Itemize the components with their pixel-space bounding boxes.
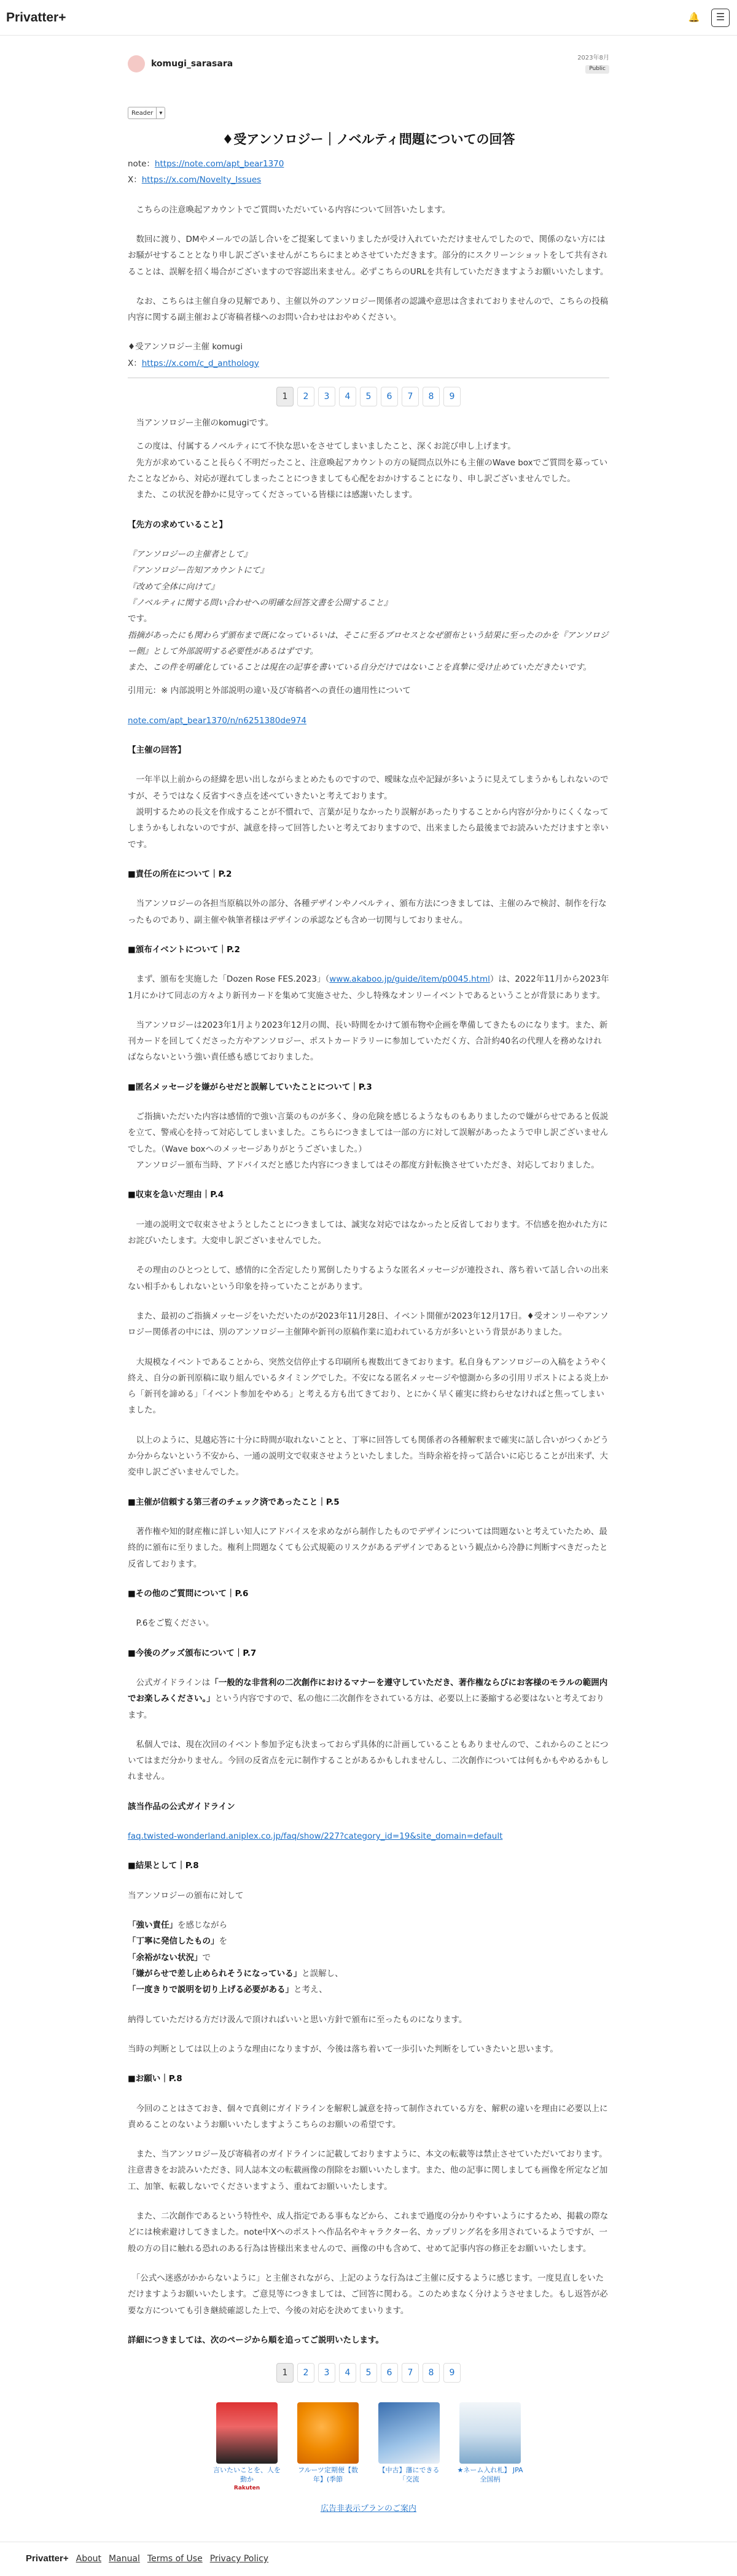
anonymous-text-1: ご指摘いただいた内容は感情的で強い言葉のものが多く、身の危険を感じるようなものもありましたので嫌がらせであると仮説を立て、警戒心を持って対応してしまいました。こちらにつきましては一部の方に対して誤解があったようで申し訳ございませんでした。（Wave boxへのメッセージありがとうございました。） [128, 1112, 609, 1154]
intro-text-2: 数回に渡り、DMやメールでの話し合いをご提案してまいりましたが受け入れていただけませんでしたので、関係のない方にはお騒がせすることとなり申し訳ございませんがこちらにまとめさせていただきます。部分的にスクリーンショットをして共有されることは、誤解を招く場合がございますので容認出来ません。必ずこちらのURLを共有していただきますようお願いいたします。 [128, 234, 609, 277]
menu-icon: ☰ [716, 11, 725, 23]
section-responsibility: ■責任の所在について｜P.2 [128, 869, 232, 879]
result-text-2: 当時の判断としては以上のような理由になりますが、今後は落ち着いて一歩引いた判断をしていきたいと思います。 [128, 2044, 558, 2054]
note-link[interactable]: https://note.com/apt_bear1370 [154, 158, 284, 169]
page-4[interactable]: 4 [339, 2363, 356, 2383]
reason-text-4: 大規模なイベントであることから、突然交信停止する印刷所も複数出てきております。私自身もアンソロジーの入稿をようやく終え、自分の新刊原稿に取り組んでいるタイミングでした。不安になる匿名メッセージや憶測から多の引用リポストによる炎上から「新刊を諦める」「イベント参加をやめる」と考える方も出てきており、とにかく早く確実に終わらせなければと焦ってしまいました。 [128, 1357, 609, 1416]
result-list [128, 1917, 609, 1998]
event-text-2: 当アンソロジーは2023年1月より2023年12月の間、長い時間をかけて頒布物や企画を準備してきたものになります。また、新刊カードを回してくださった方やアンソロジー、ポストカードラリーに参加していただく方、合計約40名の代理人を務めなければならないという強い責任感も感じておりました。 [128, 1020, 608, 1063]
ad-item[interactable] [293, 2402, 363, 2492]
page-9[interactable]: 9 [443, 2363, 461, 2383]
result-intro: 当アンソロジーの頒布に対して [128, 1890, 244, 1901]
section-heading-demand: 【先方の求めていること】 [128, 519, 227, 530]
page-title: ♦受アンソロジー｜ノベルティ問題についての回答 [222, 132, 515, 147]
section-result: ■結果として｜P.8 [128, 1861, 199, 1871]
result-item: 「余裕がない状況」で [128, 1952, 211, 1963]
signature [128, 339, 609, 371]
section-heading-answer: 【主催の回答】 [128, 745, 186, 756]
page-5[interactable]: 5 [360, 387, 377, 406]
section-request: ■お願い｜P.8 [128, 2074, 182, 2084]
page-8[interactable]: 8 [423, 2363, 440, 2383]
body-p3: また、この状況を静かに見守ってくださっている皆様には感謝いたします。 [128, 490, 418, 500]
x-label: X： [128, 175, 142, 185]
signature-x-link[interactable]: https://x.com/c_d_anthology [141, 358, 259, 368]
page-8[interactable]: 8 [423, 387, 440, 406]
result-text-1: 納得していただける方だけ汲んで頂ければいいと思い方針で頒布に至ったものになります。 [128, 2014, 467, 2025]
other-questions-text: P.6をご覧ください。 [128, 1618, 214, 1629]
request-text-4: 「公式へ迷惑がかからないように」と主催されながら、上記のような行為はご主催に反するように感じます。一度見直しをいただけますようお願いいたします。ご意見等につきましては、ご回答に関わる。このためまなく分けようさせました。もし返答が必要な方についても引き継続確認した上で、今後の対応を決めてまいります。 [128, 2273, 608, 2316]
reason-text-2: その理由のひとつとして、感情的に全否定したり罵倒したりするような匿名メッセージが連投され、落ち着いて話し合いの出来ない相手かもしれないという印象を持っていたことがあります。 [128, 1265, 609, 1292]
intro-text-1: こちらの注意喚起アカウントでご質問いただいている内容について回答いたします。 [128, 204, 451, 215]
intro-links [128, 156, 609, 188]
section-other-questions: ■その他のご質問について｜P.6 [128, 1588, 249, 1599]
result-item: 「強い責任」を感じながら [128, 1920, 227, 1931]
demand-item: 『ノベルティに関する問い合わせへの明確な回答文書を公開すること』 [128, 597, 392, 608]
footer-logo[interactable]: Privatter+ [26, 2553, 69, 2564]
author-name[interactable]: komugi_sarasara [151, 58, 233, 69]
top-bar [0, 0, 737, 36]
signature-name: ♦受アンソロジー主催 komugi [128, 342, 243, 352]
ad-image[interactable] [297, 2402, 359, 2464]
signature-x-label: X： [128, 358, 142, 368]
footer-link-privacy[interactable]: Privacy Policy [209, 2554, 269, 2564]
result-item: 「丁寧に発信したもの」を [128, 1936, 227, 1947]
reader-label: Reader [131, 109, 154, 117]
ad-image[interactable] [459, 2402, 521, 2464]
ad-strip [128, 2402, 609, 2492]
quote-link[interactable]: note.com/apt_bear1370/n/n6251380de974 [128, 715, 307, 726]
body-p2: 先方が求めていること長らく不明だったこと、注意喚起アカウントの方の疑問点以外にも主催のWave boxでご質問を募っていたことなどから、対応が遅れてしまったことにつきましても心配をおかけすることになり、申し訳ございませんでした。 [128, 457, 608, 484]
avatar[interactable] [128, 55, 145, 72]
page-9[interactable]: 9 [443, 387, 461, 406]
page-6[interactable]: 6 [381, 2363, 398, 2383]
ad-image[interactable] [216, 2402, 278, 2464]
event-text-1: まず、頒布を実施した「Dozen Rose FES.2023」（www.akaboo.jp/guide/item/p0045.html）は、2022年11月から2023年1月にかけて同志の方々より新刊カードを集めて実施させた、少し特殊なオンリーイベントであるということが背景にあります。 [128, 974, 609, 1001]
note-label: note： [128, 158, 155, 169]
ad-title[interactable]: 言いたいことを、人を動か [213, 2466, 281, 2484]
guideline-link[interactable]: faq.twisted-wonderland.aniplex.co.jp/faq/show/227?category_id=19&site_domain=default [128, 1831, 503, 1842]
demand-item: です。 [128, 614, 152, 624]
page-5[interactable]: 5 [360, 2363, 377, 2383]
demand-item: 『改めて全体に向けて』 [128, 581, 219, 592]
footer-link-terms[interactable]: Terms of Use [147, 2554, 203, 2564]
ad-source: Rakuten [233, 2485, 260, 2491]
author-row [128, 52, 609, 76]
request-text-2: また、当アンソロジー及び寄稿者のガイドラインに記載しておりますように、本文の転載等は禁止させていただいております。注意書きをお読みいただき、同人誌本文の転載画像の削除をお願いいたします。また、他の記事に関しましても画像を所定など加工、加筆、転載しないでくださいますよう、重ねてお願いいたします。 [128, 2149, 608, 2192]
page-1[interactable]: 1 [276, 2363, 294, 2383]
footer [0, 2542, 737, 2576]
section-anonymous: ■匿名メッセージを嫌がらせだと誤解していたことについて｜P.3 [128, 1082, 372, 1092]
menu-button[interactable] [711, 9, 730, 27]
ad-title[interactable]: フルーツ定期便【数年】(季節 [297, 2466, 359, 2484]
post-container [128, 52, 609, 2517]
section-future: ■今後のグッズ頒布について｜P.7 [128, 1648, 257, 1658]
page-2[interactable]: 2 [297, 2363, 314, 2383]
footer-link-about[interactable]: About [76, 2554, 102, 2564]
x-link[interactable]: https://x.com/Novelty_Issues [141, 175, 262, 185]
section-event: ■頒布イベントについて｜P.2 [128, 944, 240, 955]
responsibility-text: 当アンソロジーの各担当原稿以外の部分、各種デザインやノベルティ、頒布方法につきましては、主催のみで検討、制作を行なったものであり、副主催や執筆者様はデザインの承認なども含め一切関与しておりません。 [128, 899, 607, 925]
page-3[interactable]: 3 [318, 2363, 335, 2383]
post-date: 2023年8月 [577, 55, 609, 62]
visibility-badge: Public [585, 65, 609, 74]
reason-text-3: また、最初のご指摘メッセージをいただいたのが2023年11月28日、イベント開催が2023年12月17日。♦受オンリーやアンソロジー関係者の中には、別のアンソロジー主催陣や新刊の原稿作業に追われている方が多いという背景がありました。 [128, 1311, 609, 1338]
demand-item: 『アンソロジー告知アカウントにて』 [128, 565, 268, 576]
future-text-2: 私個人では、現在次回のイベント参加予定も決まっておらず具体的に計画していることもありませんので、これからのことについてはまだ分かりません。今回の反省点を元に制作することがあるかもしれませんし、二次創作については何もかもやめるかもしれません。 [128, 1739, 609, 1782]
body-greeting: 当アンソロジー主催のkomugiです。 [128, 418, 274, 429]
ad-item[interactable] [374, 2402, 444, 2492]
reason-text-1: 一連の説明文で収束させようとしたことにつきましては、誠実な対応ではなかったと反省しております。不信感を抱かれた方にお詫びいたします。大変申し訳ございませんでした。 [128, 1219, 608, 1246]
page-2[interactable]: 2 [297, 387, 314, 406]
guideline-heading: 該当作品の公式ガイドライン [128, 1801, 235, 1812]
third-party-text: 著作権や知的財産権に詳しい知人にアドバイスを求めながら制作したものでデザインについては問題ないと考えていたため、最終的に頒布に至りました。権利上問題なくても公式規範のリスクがあるデザインであるという観点から冷静に判断すべきだったと反省しております。 [128, 1527, 608, 1569]
anonymous-text-2: アンソロジー頒布当時、アドバイスだと感じた内容につきましてはその都度方針転換させていただき、対応しておりました。 [128, 1160, 599, 1171]
body-p1: この度は、付属するノベルティにて不快な思いをさせてしまいましたこと、深くお詫び申し上げます。 [128, 441, 516, 452]
pagination-top [128, 387, 609, 406]
section-reason: ■収束を急いだ理由｜P.4 [128, 1190, 224, 1200]
ad-title[interactable]: 【中古】藩にできる「交流 [378, 2466, 440, 2484]
ad-image[interactable] [378, 2402, 440, 2464]
ad-title[interactable]: ★ネーム入れ札】 JPA 全国柄 [457, 2466, 523, 2484]
page-1[interactable]: 1 [276, 387, 294, 406]
result-item: 「嫌がらせで差し止められそうになっている」と誤解し、 [128, 1968, 343, 1979]
demand-list [128, 546, 609, 676]
reason-text-5: 以上のように、見越応答に十分に時間が取れないことと、丁寧に回答しても関係者の各種解釈まで確実に話し合いがつくかどうか分からないという不安から、一通の説明文で収束させようといたしました。当時余裕を持って話合いに応じることが出来ず、大変申し訳ございませんでした。 [128, 1435, 609, 1478]
quote-source: 引用元：※ 内部説明と外部説明の違い及び寄稿者への責任の適用性について [128, 686, 411, 696]
page-4[interactable]: 4 [339, 387, 356, 406]
result-item: 「一度きりで説明を切り上げる必要がある」と考え、 [128, 1985, 327, 1995]
ad-item[interactable] [212, 2402, 282, 2492]
chevron-down-icon[interactable]: ▾ [156, 107, 165, 119]
event-link[interactable]: www.akaboo.jp/guide/item/p0045.html [329, 974, 490, 985]
demand-item: また、この件を明確化していることは現在の記事を書いている自分だけではないことを真摯に受け止めていただきたいです。 [128, 662, 591, 673]
site-logo[interactable]: Privatter+ [6, 10, 66, 25]
future-text-1: 公式ガイドラインは「一般的な非営利の二次創作におけるマナーを遵守していただき、著作権ならびにお客様のモラルの範囲内でお楽しみください。」という内容ですので、私の他に二次創作をされている方は、必要以上に萎縮する必要はないと考えております。 [128, 1677, 608, 1720]
demand-item: 『アンソロジーの主催者として』 [128, 549, 252, 559]
request-text-3: また、二次創作であるという特性や、成人指定である事もなどから、これまで過度の分かりやすいようにするため、掲載の際などには検索避けしてきました。note中Xへのポストへ作品名やキャラクター名、カップリング名を多用されているようですが、一般の方の目に触れる恐れのある行為は皆様出来ませんので、画像の中も含めて、せめて記事内容の修正をお願いいたします。 [128, 2211, 609, 2254]
page-7[interactable]: 7 [402, 387, 419, 406]
request-text-1: 今回のことはさておき、個々で真剣にガイドラインを解釈し誠意を持って制作されている方を、解釈の違いを理由に必要以上に責めることのないようお願いいたしますようこちらのお願いの希望です。 [128, 2103, 608, 2130]
demand-item: 指摘があったにも関わらず頒布まで既になっているいは、そこに至るプロセスとなぜ頒布という結果に至ったのかを『アンソロジー側』として外部説明する必要性があるはずです。 [128, 630, 609, 656]
intro-text-3: なお、こちらは主催自身の見解であり、主催以外のアンソロジー関係者の認識や意思は含まれておりませんので、こちらの投稿内容に関する副主催および寄稿者様へのお問い合わせはおやめください。 [128, 296, 609, 323]
ad-item[interactable] [455, 2402, 525, 2492]
reader-mode-button[interactable] [128, 107, 165, 119]
section-third-party: ■主催が信頼する第三者のチェック済であったこと｜P.5 [128, 1497, 340, 1507]
details-note: 詳細につきましては、次のページから順を追ってご説明いたします。 [128, 2335, 384, 2345]
bell-icon[interactable]: 🔔 [688, 12, 700, 23]
answer-p2: 説明するための長文を作成することが不慣れで、言葉が足りなかったり誤解があったりすることから内容が分かりにくくなってしまうかもしれないのですが、誠意を持って回答したいと考えておりますので、出来ましたら最後までお読みいただけますと幸いです。 [128, 807, 609, 850]
page-7[interactable]: 7 [402, 2363, 419, 2383]
footer-link-manual[interactable]: Manual [109, 2554, 140, 2564]
ad-free-plan-link[interactable]: 広告非表示プランのご案内 [320, 2504, 416, 2514]
pagination-bottom [128, 2363, 609, 2383]
page-3[interactable]: 3 [318, 387, 335, 406]
page-6[interactable]: 6 [381, 387, 398, 406]
answer-p1: 一年半以上前からの経緯を思い出しながらまとめたものですので、曖昧な点や記録が多いように見えてしまうかもしれないのですが、そうではなく反省すべき点を述べていきたいと考えております。 [128, 775, 609, 801]
